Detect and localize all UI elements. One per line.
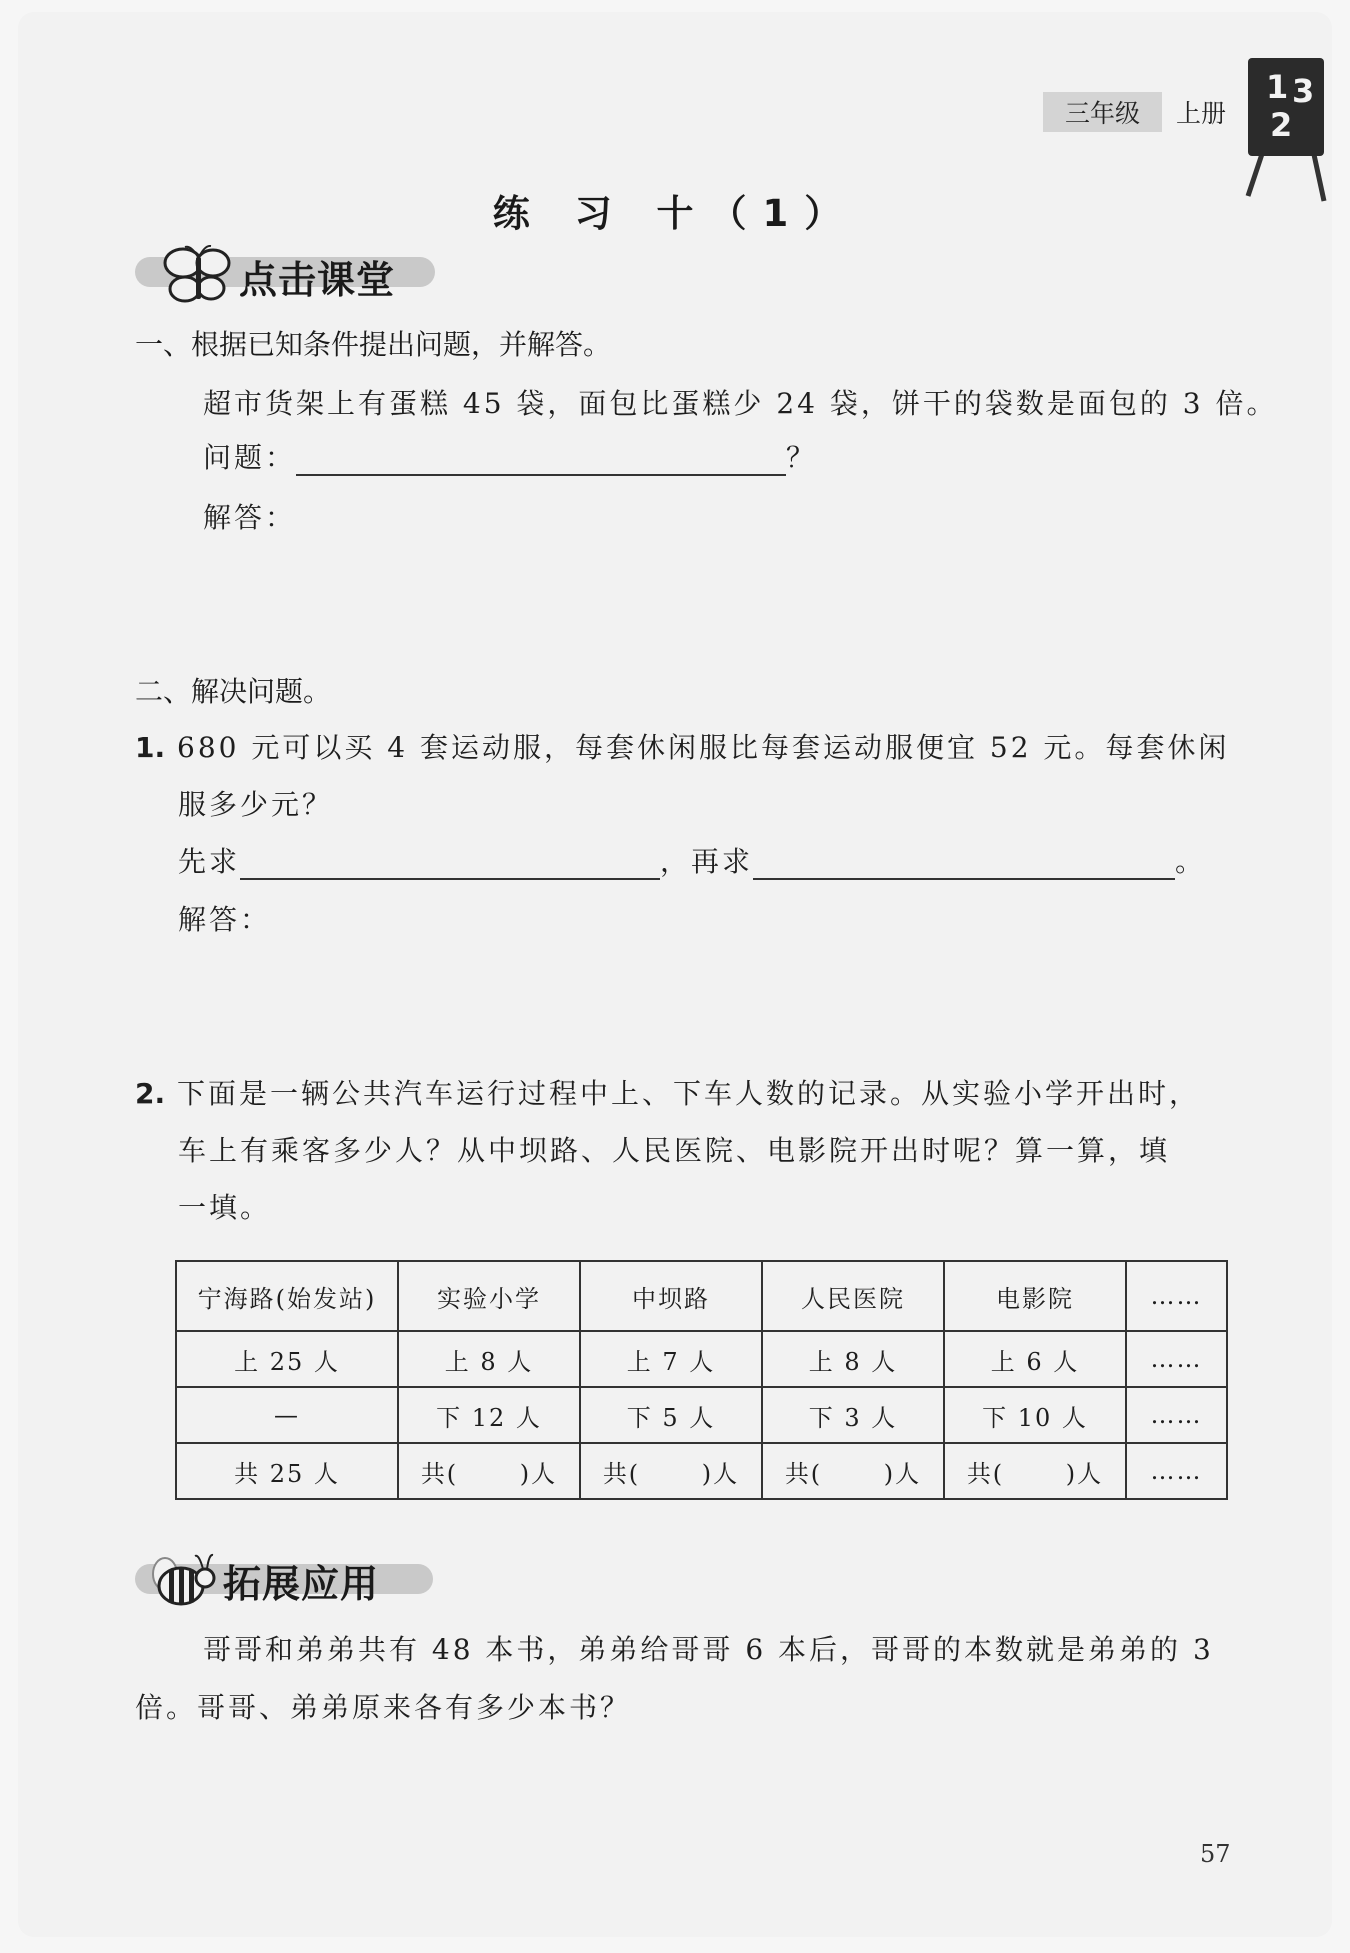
table-cell: …… [1126,1443,1227,1499]
table-cell: 上 8 人 [398,1331,580,1387]
page-title: 练 习 十（1） [492,192,858,235]
table-cell: …… [1126,1331,1227,1387]
table-header-cell: 宁海路(始发站) [176,1261,398,1331]
grade-box: 三年级 [1043,92,1162,132]
steps-end: 。 [1175,845,1207,878]
table-cell: 下 3 人 [762,1387,944,1443]
table-header-row [176,1261,1227,1331]
section-badge-classroom [135,245,395,307]
question-end: ？ [786,441,818,474]
table-cell: 下 12 人 [398,1387,580,1443]
question-label: 问题： [203,441,297,474]
table-cell: — [176,1387,398,1443]
first-label: 先求 [178,845,241,878]
table-row [176,1387,1227,1443]
bee-icon [145,1550,217,1610]
table-header-cell: 人民医院 [762,1261,944,1331]
q1-text-1: 680 元可以买 4 套运动服，每套休闲服比每套运动服便宜 52 元。每套休闲 [177,731,1230,764]
board-digit: 3 [1292,72,1315,110]
q1-line1 [135,726,1229,766]
table-cell: 上 7 人 [580,1331,762,1387]
q1-line2: 服多少元？ [178,788,334,821]
part1-text: 超市货架上有蛋糕 45 袋，面包比蛋糕少 24 袋，饼干的袋数是面包的 3 倍。 [203,387,1278,420]
q1-steps [178,840,1206,880]
q1-number: 1. [135,731,166,764]
table-cell: 上 25 人 [176,1331,398,1387]
butterfly-icon [161,245,239,307]
part2-heading: 二、解决问题。 [135,675,332,708]
table-header-cell: 电影院 [944,1261,1126,1331]
table-cell: 下 10 人 [944,1387,1126,1443]
table-cell: 下 5 人 [580,1387,762,1443]
total-blank-cell[interactable]: 共( )人 [762,1443,944,1499]
extension-line1: 哥哥和弟弟共有 48 本书，弟弟给哥哥 6 本后，哥哥的本数就是弟弟的 3 [203,1633,1214,1666]
q1-answer-label: 解答： [178,903,272,936]
part1-heading: 一、根据已知条件提出问题，并解答。 [135,328,612,361]
table-cell: 共 25 人 [176,1443,398,1499]
question-line [203,436,817,476]
section-title-extension: 拓展应用 [223,1561,380,1606]
table-cell: 上 6 人 [944,1331,1126,1387]
first-blank[interactable] [240,844,660,880]
table-cell: …… [1126,1387,1227,1443]
q2-line3: 一填。 [178,1191,272,1224]
q2-text-1: 下面是一辆公共汽车运行过程中上、下车人数的记录。从实验小学开出时， [177,1077,1201,1110]
volume-label: 上册 [1176,99,1227,128]
board-digit: 2 [1270,106,1293,144]
total-blank-cell[interactable]: 共( )人 [580,1443,762,1499]
q2-number: 2. [135,1077,166,1110]
bus-passenger-table [175,1260,1228,1500]
q2-line1 [135,1072,1200,1112]
section-badge-extension [135,1550,379,1610]
total-blank-cell[interactable]: 共( )人 [398,1443,580,1499]
q2-line2: 车上有乘客多少人？从中坝路、人民医院、电影院开出时呢？算一算，填 [178,1134,1171,1167]
extension-line2: 倍。哥哥、弟弟原来各有多少本书？ [135,1691,632,1724]
question-blank[interactable] [296,440,786,476]
total-blank-cell[interactable]: 共( )人 [944,1443,1126,1499]
table-header-cell: 实验小学 [398,1261,580,1331]
table-header-cell: …… [1126,1261,1227,1331]
part1-answer-label: 解答： [203,501,297,534]
table-row [176,1443,1227,1499]
table-cell: 上 8 人 [762,1331,944,1387]
then-blank[interactable] [753,844,1175,880]
section-title-classroom: 点击课堂 [239,257,396,302]
then-label: ，再求 [660,845,754,878]
grade-label [1043,92,1226,132]
table-row [176,1331,1227,1387]
table-header-cell: 中坝路 [580,1261,762,1331]
board-digit: 1 [1266,68,1289,106]
page-number: 57 [1200,1840,1231,1868]
